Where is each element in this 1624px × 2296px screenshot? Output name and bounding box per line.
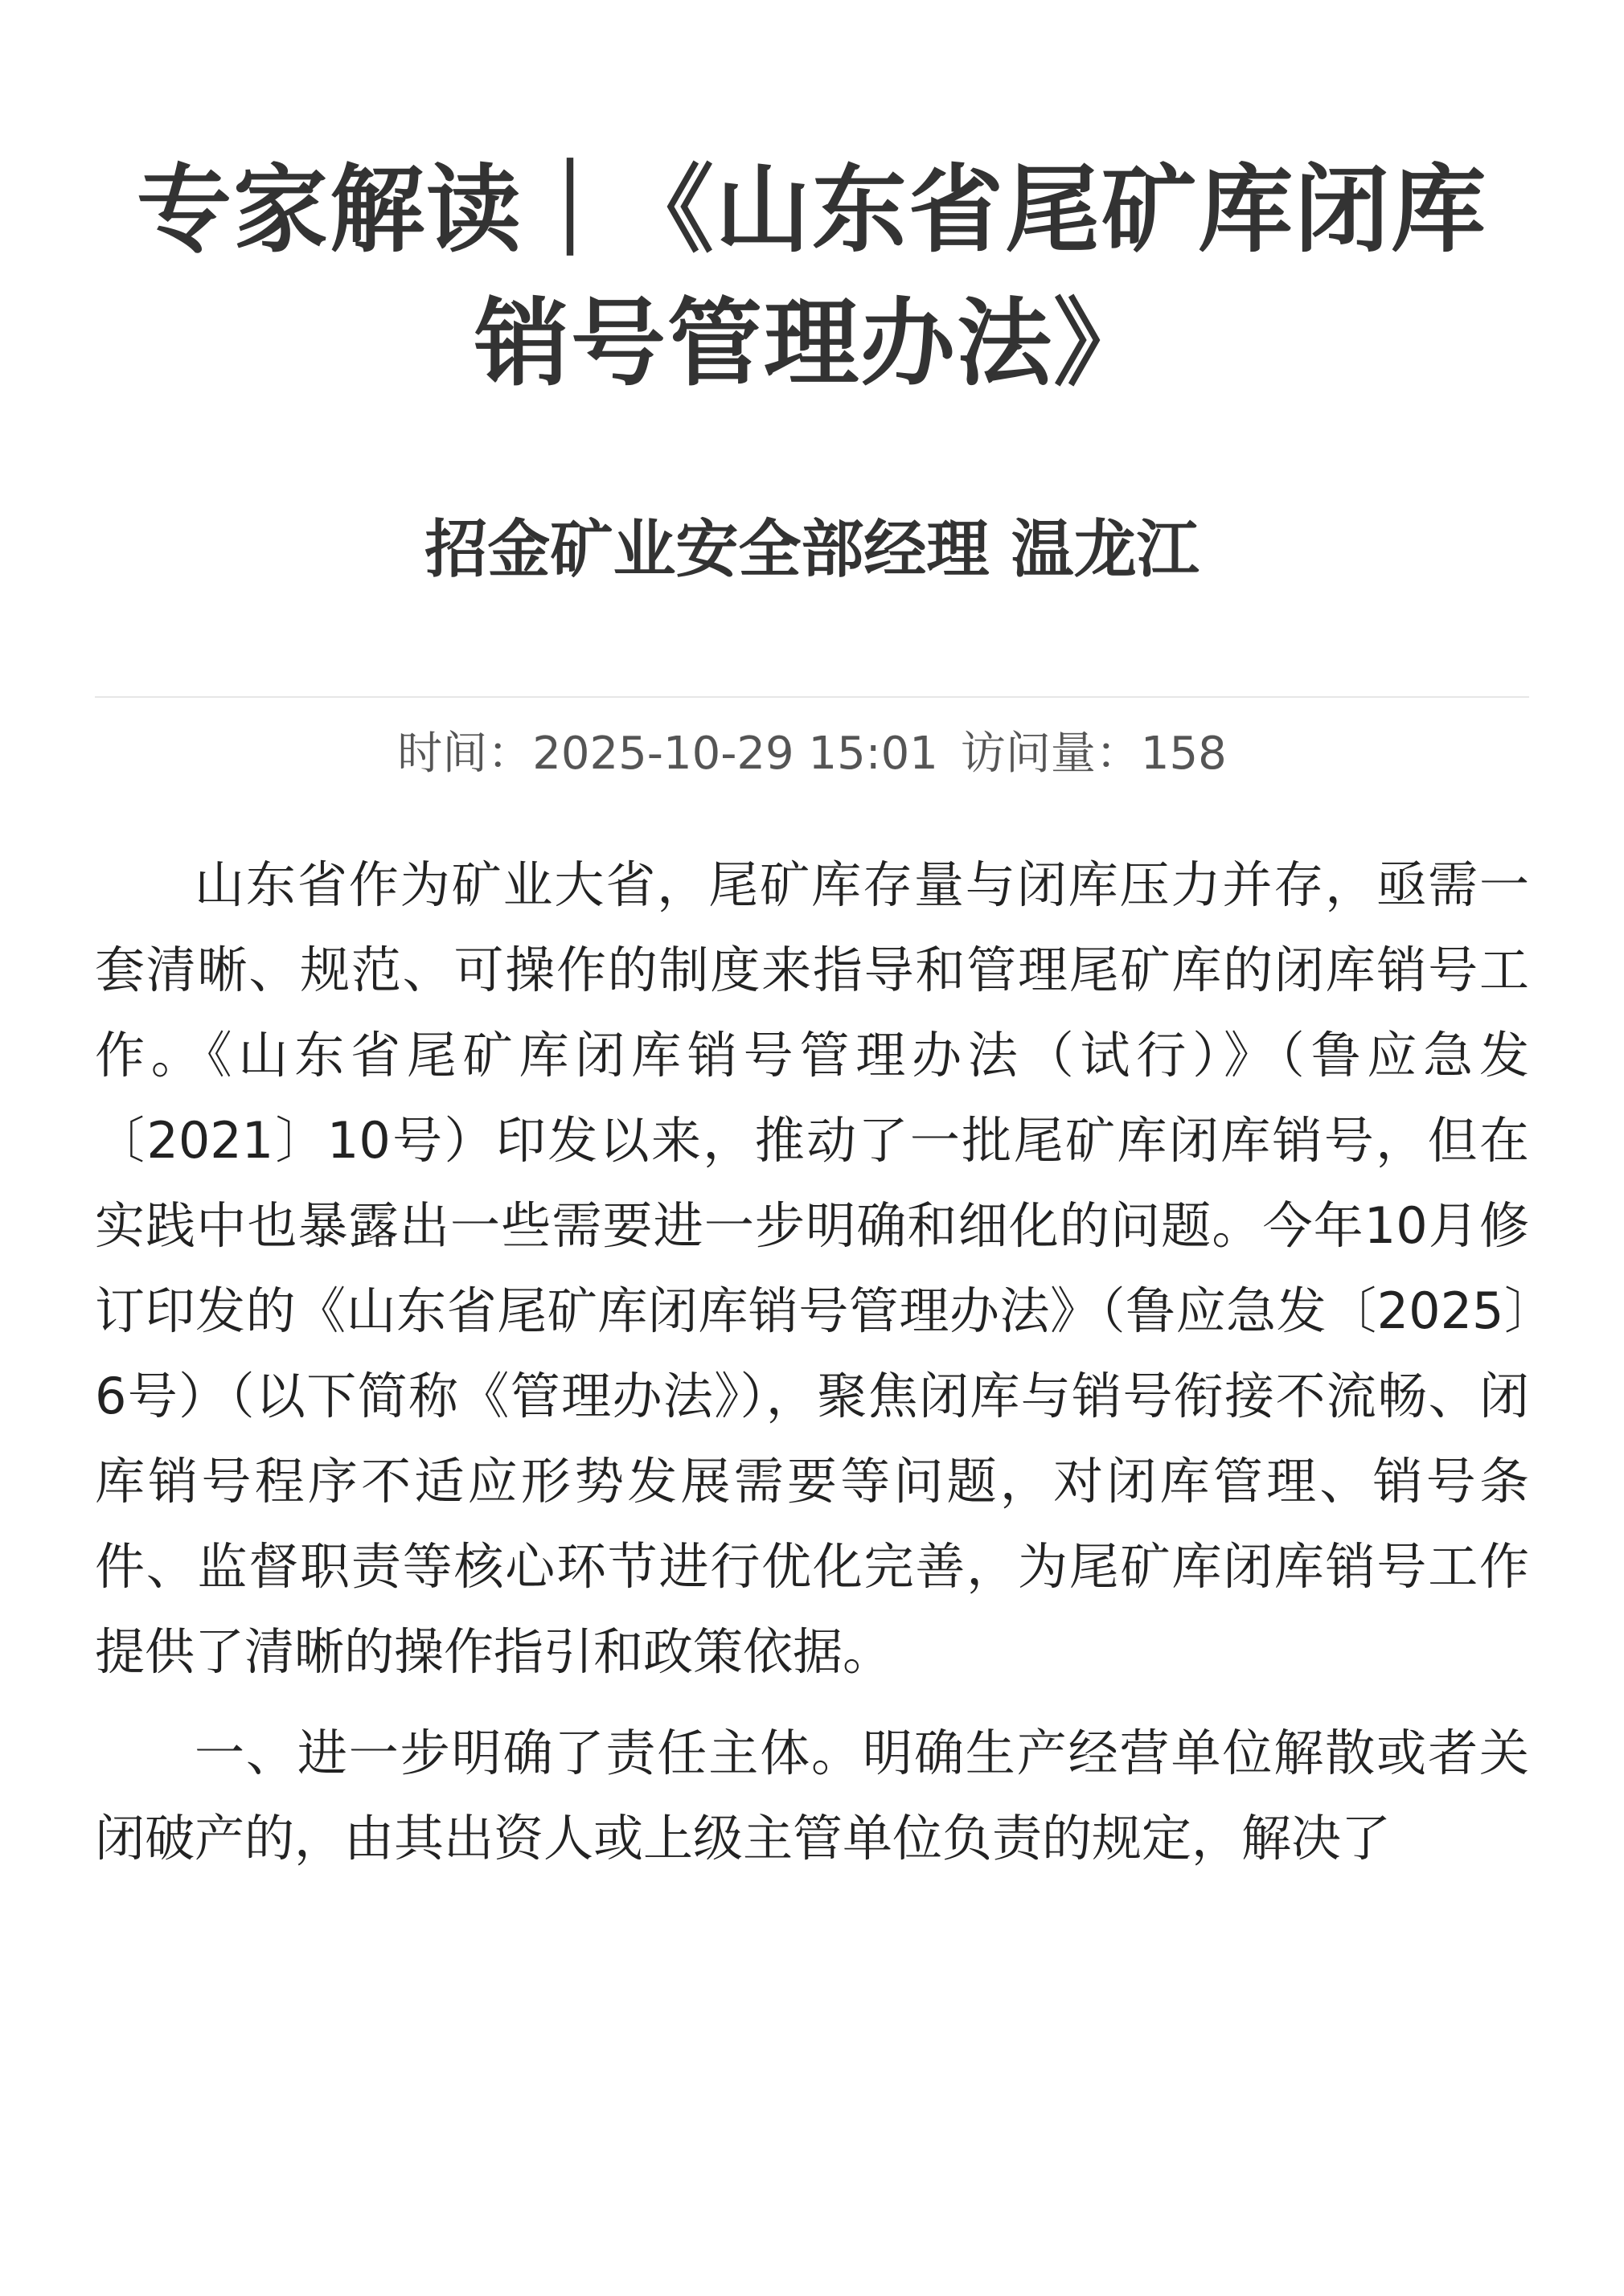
article-body bbox=[95, 843, 1529, 1881]
time-label: 时间： bbox=[397, 728, 533, 780]
article-title bbox=[95, 0, 1529, 410]
article-meta bbox=[95, 722, 1529, 786]
article-author: 招金矿业安全部经理 温龙江 bbox=[424, 514, 1200, 586]
article-title-line-1: 专家解读｜《山东省尾矿库闭库 bbox=[136, 154, 1487, 265]
header-divider bbox=[95, 696, 1529, 698]
article-title-line-2: 销号管理办法》 bbox=[474, 288, 1150, 399]
publish-time: 2025-10-29 15:01 bbox=[532, 728, 938, 780]
views-label: 访问量： bbox=[960, 728, 1141, 780]
body-paragraph-2: 一、进一步明确了责任主体。明确生产经营单位解散或者关闭破产的，由其出资人或上级主管单位负责的规定，解决了 bbox=[95, 1724, 1529, 1868]
view-count: 158 bbox=[1140, 728, 1227, 780]
body-paragraph-1: 山东省作为矿业大省，尾矿库存量与闭库压力并存，亟需一套清晰、规范、可操作的制度来指导和管理尾矿库的闭库销号工作。《山东省尾矿库闭库销号管理办法（试行）》（鲁应急发〔2021〕10号）印发以来，推动了一批尾矿库闭库销号，但在实践中也暴露出一些需要进一步明确和细化的问题。今年10月修订印发的《山东省尾矿库闭库销号管理办法》（鲁应急发〔2025〕6号）（以下简称《管理办法》），聚焦闭库与销号衔接不流畅、闭库销号程序不适应形势发展需要等问题，对闭库管理、销号条件、监督职责等核心环节进行优化完善，为尾矿库闭库销号工作提供了清晰的操作指引和政策依据。 bbox=[95, 855, 1529, 1681]
